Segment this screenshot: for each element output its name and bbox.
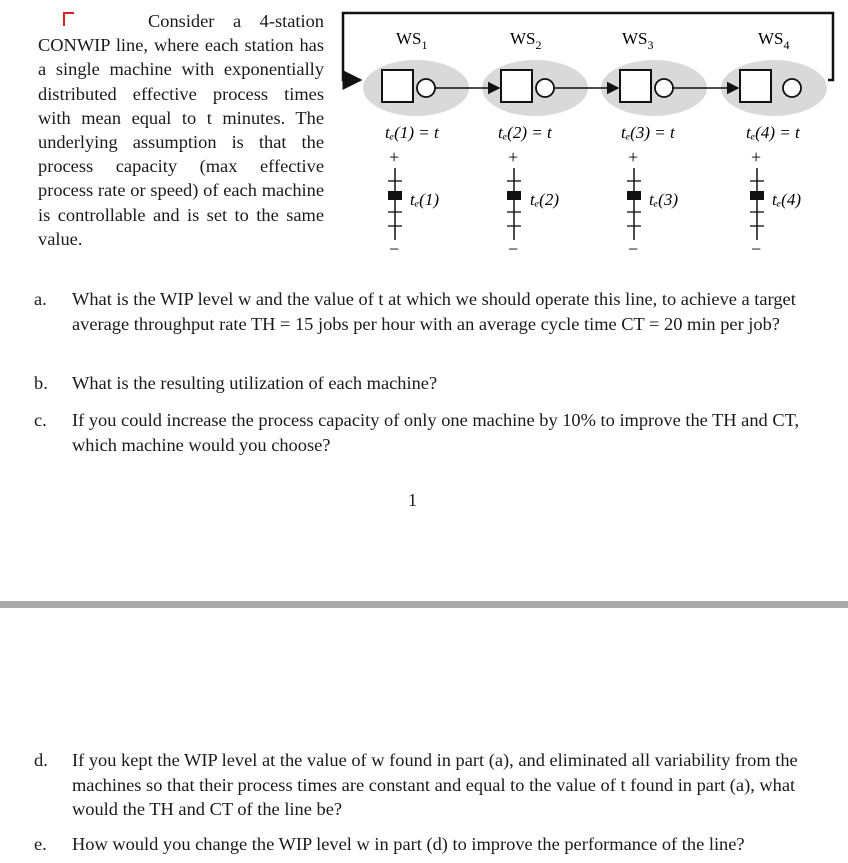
- buffer-square: [382, 70, 413, 102]
- station-ws1: [363, 29, 469, 259]
- te-label: tₑ(4): [772, 190, 802, 209]
- question-text: What is the resulting utilization of each machine?: [72, 373, 438, 393]
- station-ws2: [482, 29, 588, 259]
- buffer-square: [501, 70, 532, 102]
- question-text: How would you change the WIP level w in part (d) to improve the performance of the line?: [72, 834, 745, 854]
- minus-sign: −: [751, 239, 762, 259]
- station-ws4: [721, 29, 827, 259]
- question-label: c.: [34, 410, 47, 430]
- question-text: If you kept the WIP level at the value of w found in part (a), and eliminated all variability from the machines so that their process times are constant and equal to the value of t found in part (a), what would the TH and CT of the line be?: [72, 750, 798, 819]
- intro-paragraph: [38, 9, 324, 251]
- page-divider: [0, 601, 848, 608]
- plus-sign: +: [628, 147, 639, 167]
- station-label: $WS_3$: [622, 29, 654, 52]
- plus-sign: +: [751, 147, 762, 167]
- buffer-square: [620, 70, 651, 102]
- station-label: $WS_4$: [758, 29, 790, 52]
- rate-label: tₑ(4) = t: [746, 123, 800, 142]
- machine-circle: [655, 79, 673, 97]
- intro-rest: CONWIP line, where each station has a single machine with exponentially distributed effective process times with mean equal to t minutes. The underlying assumption is that the process capacity (max effective process rate or speed) of each machine is controllable and is set to the same value.: [38, 35, 324, 249]
- question-label: a.: [34, 289, 47, 309]
- conwip-diagram: [330, 0, 848, 275]
- station-label: $WS_2$: [510, 29, 542, 52]
- rate-label: tₑ(2) = t: [498, 123, 552, 142]
- question-text: What is the WIP level w and the value of t at which we should operate this line, to achieve a target average throughput rate TH = 15 jobs per hour with an average cycle time CT = 20 min per job?: [72, 289, 796, 334]
- page-number: 1: [408, 490, 417, 510]
- intro-first-line: Consider a 4-station: [148, 11, 324, 31]
- slider-knob: [507, 191, 521, 200]
- question-label: b.: [34, 373, 48, 393]
- slider-knob: [750, 191, 764, 200]
- slider-knob: [388, 191, 402, 200]
- te-label: tₑ(2): [530, 190, 560, 209]
- question-label: e.: [34, 834, 47, 854]
- minus-sign: −: [389, 239, 400, 259]
- te-label: tₑ(3): [649, 190, 679, 209]
- buffer-square: [740, 70, 771, 102]
- station-label: $WS_1$: [396, 29, 428, 52]
- te-label: tₑ(1): [410, 190, 440, 209]
- rate-label: tₑ(1) = t: [385, 123, 439, 142]
- minus-sign: −: [508, 239, 519, 259]
- machine-circle: [783, 79, 801, 97]
- question-label: d.: [34, 750, 48, 770]
- plus-sign: +: [389, 147, 400, 167]
- machine-circle: [417, 79, 435, 97]
- station-ws3: [601, 29, 707, 259]
- machine-circle: [536, 79, 554, 97]
- question-text: If you could increase the process capacity of only one machine by 10% to improve the TH and CT, which machine would you choose?: [72, 410, 800, 455]
- rate-label: tₑ(3) = t: [621, 123, 675, 142]
- minus-sign: −: [628, 239, 639, 259]
- plus-sign: +: [508, 147, 519, 167]
- slider-knob: [627, 191, 641, 200]
